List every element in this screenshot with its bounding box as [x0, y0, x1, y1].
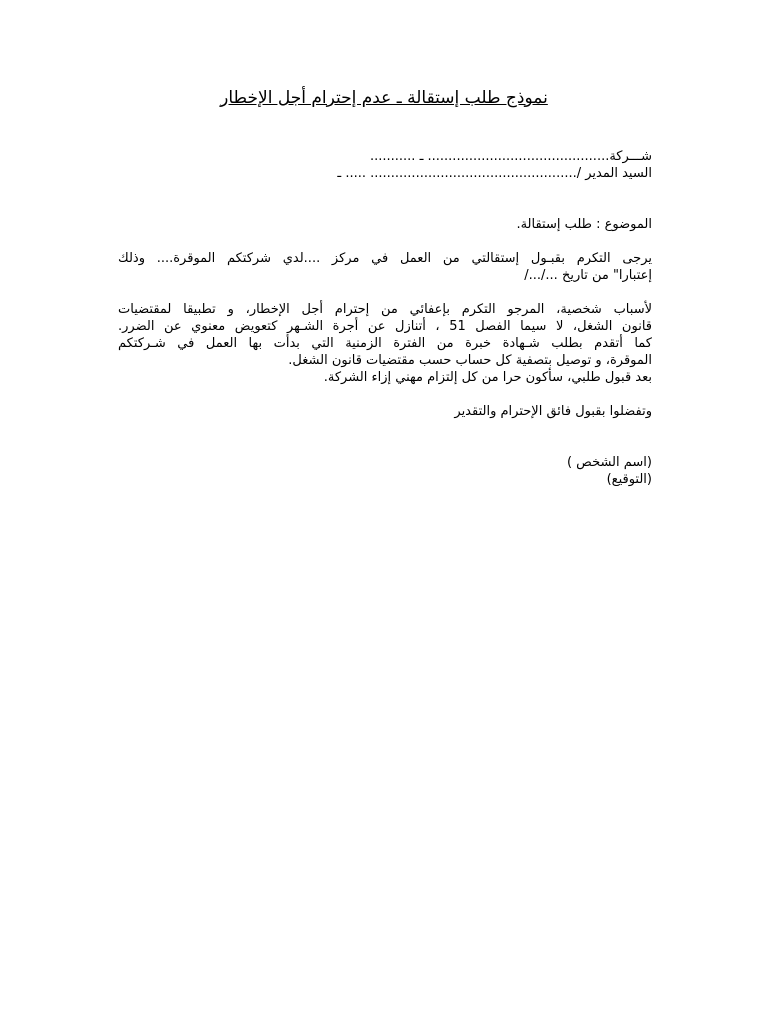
intro-line-2: إعتبارا" من تاريخ .../.../ — [524, 268, 652, 283]
reasons-line-1: لأسباب شخصية، المرجو التكرم بإعفائي من إحترام أجل الإخطار، و تطبيقا لمقتضيات — [118, 302, 652, 317]
name-line: (اسم الشخص ) — [566, 455, 652, 470]
document-body — [118, 148, 652, 488]
director-line: السيد المدير /.................................................. ..... ـ — [337, 166, 652, 181]
company-line: شـــركة............................................ ـ ........... — [369, 149, 652, 164]
reasons-line-3: كما أتقدم بطلب شـهادة خبرة من الفترة الزمنية التي بدأت بها العمل في شـركتكم — [118, 336, 652, 351]
document-title: نموذج طلب إستقالة ـ عدم إحترام أجل الإخطار — [220, 88, 548, 108]
closing-line: وتفضلوا بقبول فائق الإحترام والتقدير — [454, 404, 652, 419]
reasons-line-2: قانون الشغل، لا سيما الفصل 51 ، أتنازل عن أجرة الشـهر كتعويض معنوي عن الضرر. — [118, 319, 652, 334]
intro-line-1: يرجى التكرم بقبـول إستقالتي من العمل في مركز ....لدي شركتكم الموقرة.... وذلك — [118, 251, 652, 266]
signature-line: (التوقيع) — [606, 472, 652, 487]
reasons-line-5: بعد قبول طلبي، سأكون حرا من كل إلتزام مهني إزاء الشركة. — [323, 370, 652, 385]
reasons-line-4: الموقرة، و توصيل بتصفية كل حساب حسب مقتضيات قانون الشغل. — [288, 353, 652, 368]
subject-line: الموضوع : طلب إستقالة. — [516, 217, 652, 232]
